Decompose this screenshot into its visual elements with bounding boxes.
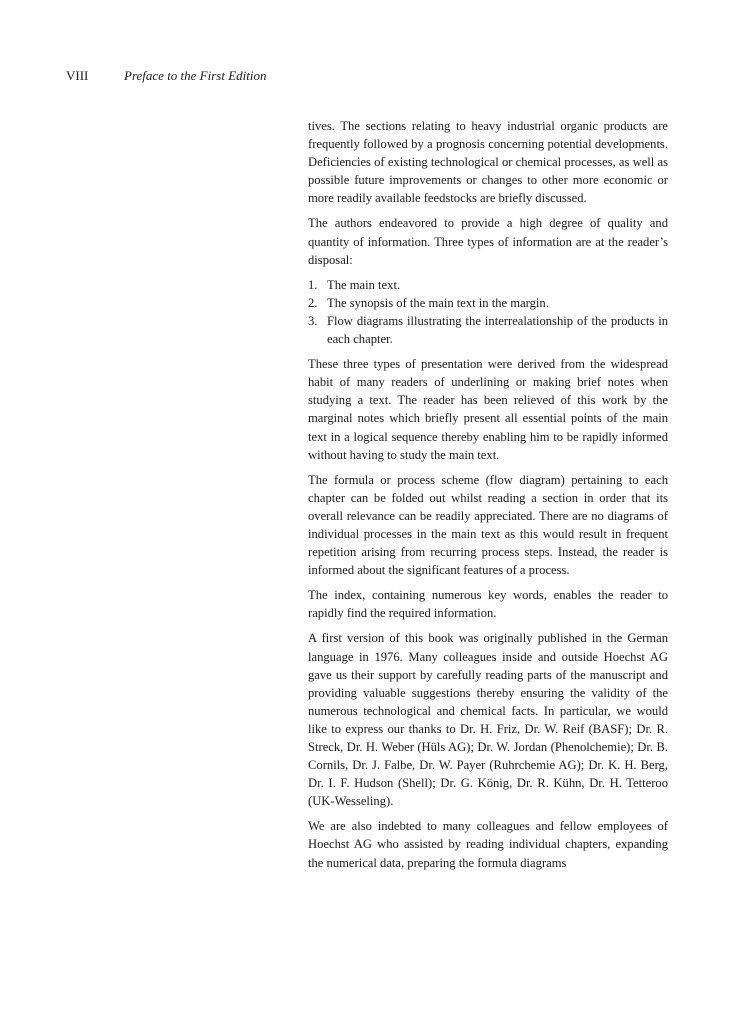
list-number: 2. xyxy=(308,295,318,310)
running-title: Preface to the First Edition xyxy=(124,68,267,83)
running-header xyxy=(66,68,267,84)
list-text: Flow diagrams illustrating the interrealationship of the products in each chapter. xyxy=(327,313,668,347)
information-types-list xyxy=(308,276,668,348)
paragraph-information-types: The authors endeavored to provide a high degree of quality and quantity of information. Three types of information are at the reader’s disposal: xyxy=(308,216,668,267)
paragraph-presentation: These three types of presentation were derived from the widespread habit of many readers of underlining or making brief notes when studying a text. The reader has been relieved of this work by the marginal notes which briefly present all essential points of the main text in a logical sequence thereby enabling him to be rapidly informed without having to study the main text. xyxy=(308,357,668,462)
list-item xyxy=(308,294,668,312)
paragraph-index: The index, containing numerous key words, enables the reader to rapidly find the required information. xyxy=(308,588,668,621)
list-number: 3. xyxy=(308,313,318,328)
paragraph-acknowledgements: A first version of this book was originally published in the German language in 1976. Many colleagues inside and outside Hoechst AG gave us their support by carefully reading parts of the manuscript and providing valuable suggestions thereby ensuring the validity of the numerous technological and chemical facts. In particular, we would like to express our thanks to Dr. H. Friz, Dr. W. Reif (BASF); Dr. R. Streck, Dr. H. Weber (Hüls AG); Dr. W. Jordan (Phenolchemie); Dr. B. Cornils, Dr. J. Falbe, Dr. W. Payer (Ruhrchemie AG); Dr. K. H. Berg, Dr. I. F. Hudson (Shell); Dr. G. König, Dr. R. Kühn, Dr. H. Tetteroo (UK-Wesseling). xyxy=(308,631,668,809)
paragraph-flow-diagram: The formula or process scheme (flow diagram) pertaining to each chapter can be folded out whilst reading a section in order that its overall relevance can be readily appreciated. There are no diagrams of individual processes in the main text as this would result in frequent repetition arising from recurring process steps. Instead, the reader is informed about the significant features of a process. xyxy=(308,472,668,578)
paragraph-continuation: tives. The sections relating to heavy industrial organic products are frequently followed by a prognosis concerning potential developments. Deficiencies of existing technological or chemical processes, as well as possible future improvements or changes to other more economic or more readily available feedstocks are briefly discussed. xyxy=(308,119,668,206)
list-text: The main text. xyxy=(327,277,401,292)
list-number: 1. xyxy=(308,277,318,292)
main-text xyxy=(308,117,668,879)
list-item xyxy=(308,312,668,348)
list-text: The synopsis of the main text in the margin. xyxy=(327,295,549,310)
page-number: VIII xyxy=(66,68,89,83)
list-item xyxy=(308,276,668,294)
paragraph-hoechst-thanks: We are also indebted to many colleagues and fellow employees of Hoechst AG who assisted by reading individual chapters, expanding the numerical data, preparing the formula diagrams xyxy=(308,819,668,870)
